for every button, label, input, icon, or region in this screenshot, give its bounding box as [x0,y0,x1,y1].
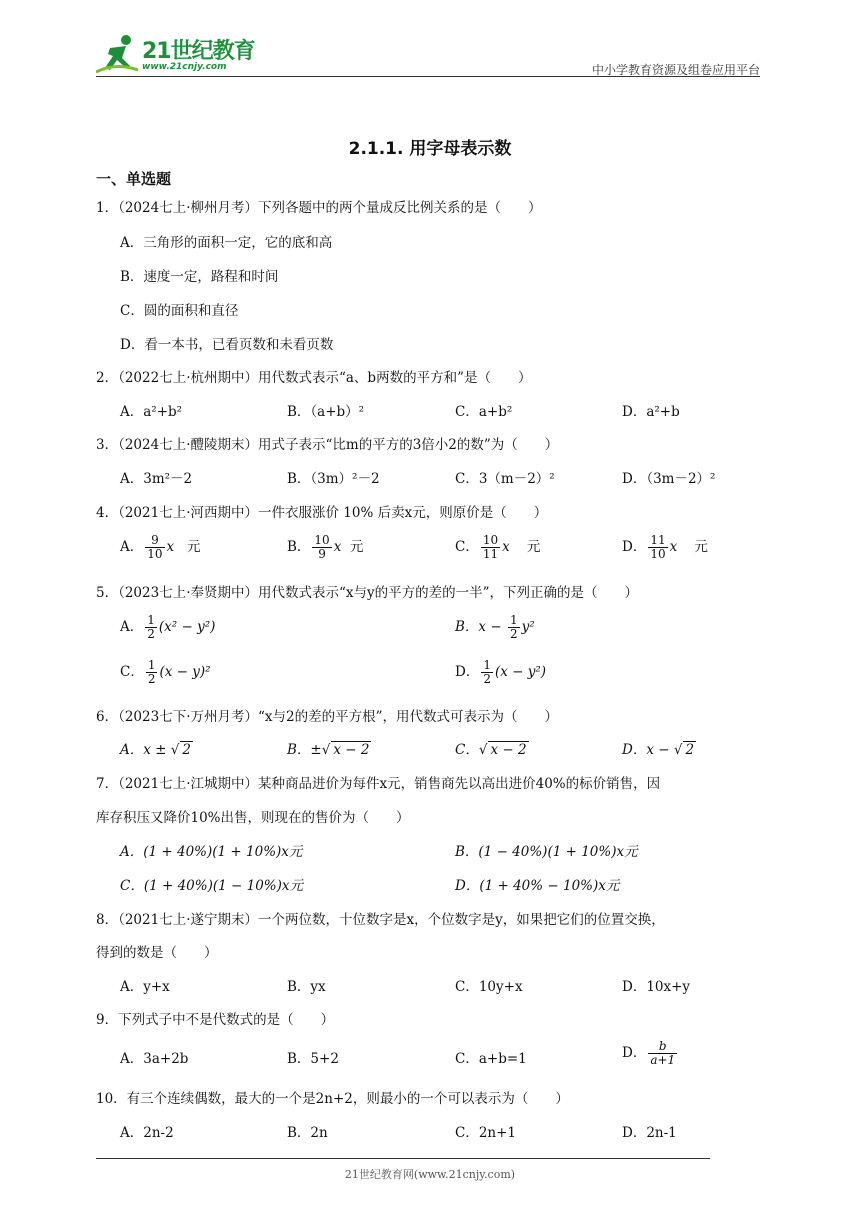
question-2-option-d[interactable]: D．a²+b [622,404,680,420]
fraction: $\frac{b}{a+1}$ [650,1039,676,1067]
question-8-option-b[interactable]: B．yx [287,979,326,995]
question-3-option-a[interactable]: A．3m²－2 [120,471,193,487]
question-9-option-a[interactable]: A．3a+2b [120,1051,189,1067]
question-6-option-a[interactable]: A．x ± √ 2 [120,742,191,758]
question-6-option-d[interactable]: D．x − √ 2 [622,742,695,758]
question-5-option-b[interactable]: B．x − $\frac{1}{2}$ y² [455,613,535,641]
question-10-stem: 10．有三个连续偶数，最大的一个是2n+2，则最小的一个可以表示为（ ） [96,1091,569,1107]
question-1-option-b[interactable]: B．速度一定，路程和时间 [120,269,279,285]
question-8-option-a[interactable]: A．y+x [120,979,170,995]
question-10-option-b[interactable]: B．2n [287,1125,328,1141]
question-3-option-b[interactable]: B．（3m）²－2 [287,471,380,487]
question-5-option-a[interactable]: A． $\frac{1}{2}$ (x² − y²) [120,613,216,641]
runner-icon [96,32,140,76]
question-9-option-b[interactable]: B．5+2 [287,1051,339,1067]
logo-url: www.21cnjy.com [142,62,227,72]
logo-text: 21世纪教育 [142,39,255,64]
page-header [96,28,760,80]
question-9-option-c[interactable]: C．a+b=1 [455,1051,527,1067]
page-title: 2.1.1. 用字母表示数 [348,139,512,159]
question-4-stem: 4．（2021七上·河西期中）一件衣服涨价 10% 后卖x元，则原价是（ ） [96,505,548,521]
question-3-option-c[interactable]: C．3（m－2）² [455,471,555,487]
question-7-stem: 7．（2021七上·江城期中）某种商品进价为每件x元，销售商先以高出进价40%的标价销售，因 [96,776,661,792]
question-7-stem-line2: 库存积压又降价10%出售，则现在的售价为（ ） [96,810,410,826]
option-label: A． [120,539,144,555]
fraction: $\frac{10}{11}$ [482,533,499,561]
question-2-option-a[interactable]: A．a²+b² [120,404,183,420]
question-2-option-c[interactable]: C．a+b² [455,404,513,420]
question-1-option-c[interactable]: C．圆的面积和直径 [120,303,239,319]
fraction: $\frac{11}{10}$ [650,533,666,561]
question-9-stem: 9．下列式子中不是代数式的是（ ） [96,1012,335,1028]
option-label: D． [622,539,647,555]
logo [96,32,266,78]
option-label: B． [287,539,311,555]
question-8-stem-line2: 得到的数是（ ） [96,945,218,961]
question-9-option-d[interactable]: D． $\frac{b}{a+1}$ [622,1039,676,1067]
question-5-option-c[interactable]: C． $\frac{1}{2}$ (x − y)² [120,658,211,686]
question-2-stem: 2．（2022七上·杭州期中）用代数式表示“a、b两数的平方和”是（ ） [96,370,532,386]
option-label: C． [455,539,479,555]
header-tagline: 中小学教育资源及组卷应用平台 [591,63,760,77]
question-10-option-a[interactable]: A．2n-2 [120,1125,174,1141]
question-1-option-a[interactable]: A．三角形的面积一定，它的底和高 [120,235,333,251]
question-8-option-c[interactable]: C．10y+x [455,979,523,995]
question-7-option-a[interactable]: A．(1 + 40%)(1 + 10%)x元 [120,844,303,860]
question-3-stem: 3．（2024七上·醴陵期末）用式子表示“比m的平方的3倍小2的数”为（ ） [96,437,559,453]
question-5-stem: 5．（2023七上·奉贤期中）用代数式表示“x与y的平方的差的一半”，下列正确的是（ ） [96,585,639,601]
question-8-stem: 8．（2021七上·遂宁期末）一个两位数，十位数字是x，个位数字是y，如果把它们的位置交换， [96,912,665,928]
question-10-option-d[interactable]: D．2n-1 [622,1125,677,1141]
question-5-option-d[interactable]: D． $\frac{1}{2}$ (x − y²) [455,658,547,686]
question-6-option-b[interactable]: B．±√ x − 2 [287,742,370,758]
question-4-option-b[interactable]: B． $\frac{10}{9}$ x 元 [287,533,364,561]
question-6-option-c[interactable]: C．√ x − 2 [455,742,527,758]
page-footer: 21世纪教育网(www.21cnjy.com) [344,1168,516,1181]
footer-divider [96,1158,710,1159]
question-7-option-b[interactable]: B．(1 − 40%)(1 + 10%)x元 [455,844,638,860]
question-7-option-d[interactable]: D．(1 + 40% − 10%)x元 [455,878,620,894]
question-7-option-c[interactable]: C．(1 + 40%)(1 − 10%)x元 [120,878,303,894]
question-8-option-d[interactable]: D．10x+y [622,979,691,995]
question-6-stem: 6．（2023七下·万州月考）“x与2的差的平方根”，用代数式可表示为（ ） [96,709,558,725]
question-4-option-c[interactable]: C． $\frac{10}{11}$ x 元 [455,533,541,561]
question-4-option-d[interactable]: D． $\frac{11}{10}$ x 元 [622,533,708,561]
question-3-option-d[interactable]: D．（3m－2）² [622,471,716,487]
question-1-stem: 1．（2024七上·柳州月考）下列各题中的两个量成反比例关系的是（ ） [96,200,542,216]
question-2-option-b[interactable]: B．（a+b）² [287,404,365,420]
question-10-option-c[interactable]: C．2n+1 [455,1125,517,1141]
fraction: $\frac{10}{9}$ [314,533,330,561]
section-heading: 一、单选题 [96,170,172,188]
fraction: $\frac{9}{10}$ [147,533,163,561]
header-divider [96,76,760,77]
question-4-option-a[interactable]: A． $\frac{9}{10}$ x 元 [120,533,201,561]
question-1-option-d[interactable]: D．看一本书，已看页数和未看页数 [120,337,334,353]
